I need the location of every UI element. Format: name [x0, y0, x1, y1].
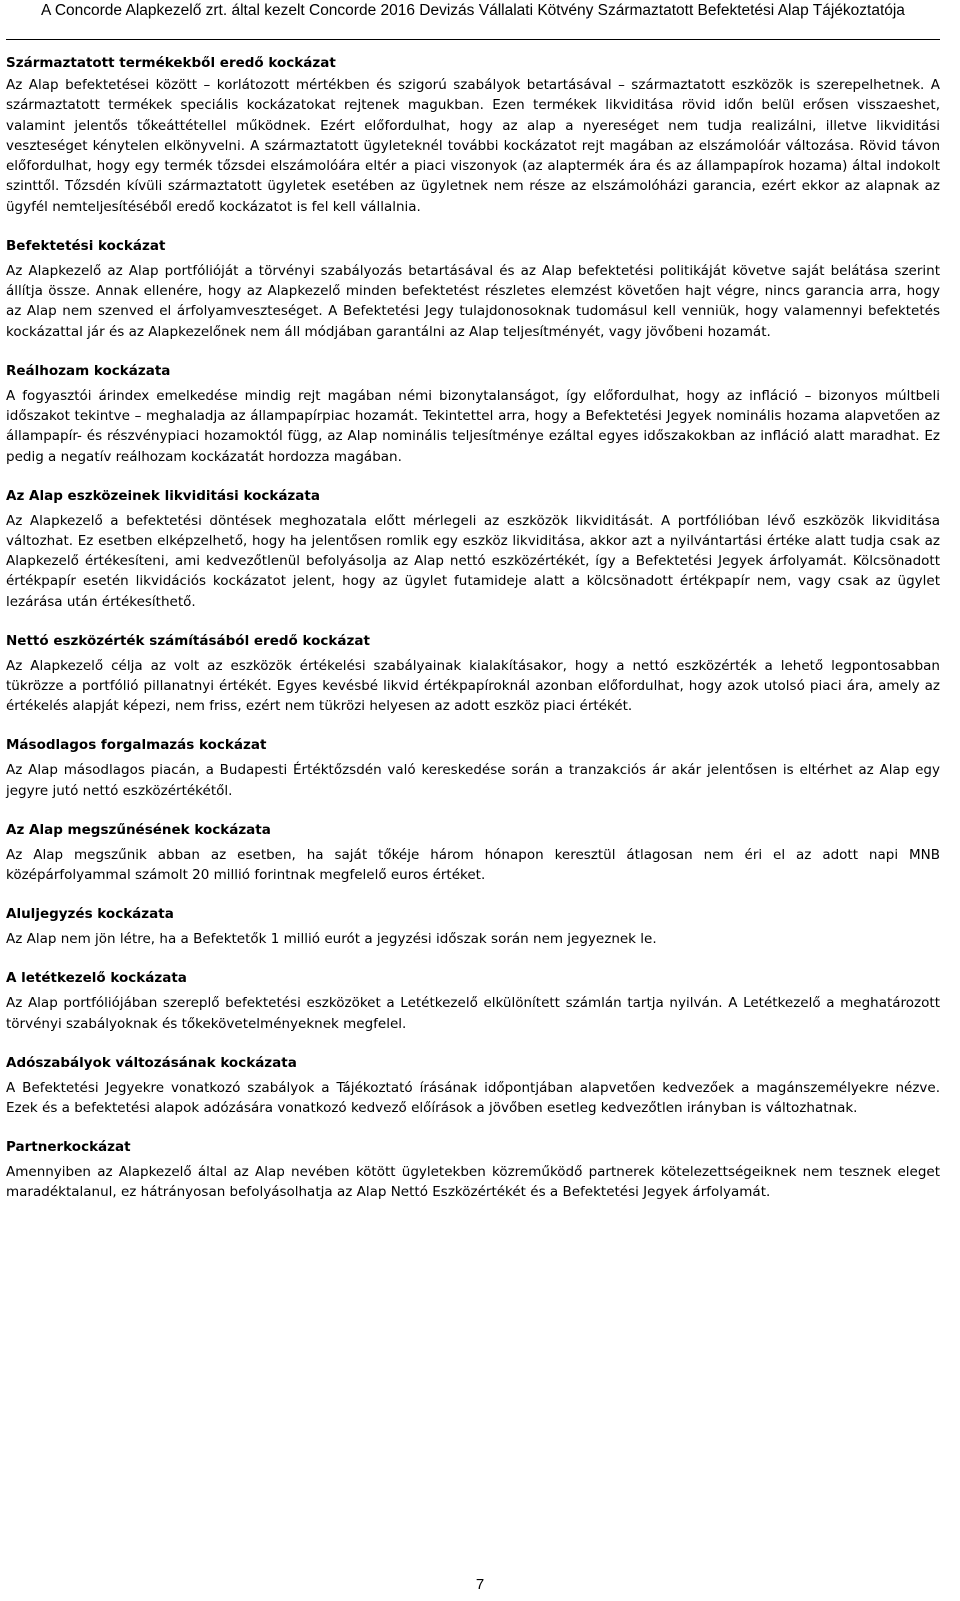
- section-gap: [6, 1118, 940, 1138]
- section-derivatives-risk: [6, 54, 940, 217]
- section-body: Amennyiben az Alapkezelő által az Alap nevében kötött ügyletekben közreműködő partnerek kötelezettségeiknek nem tesznek eleget maradéktalanul, ez hátrányosan befolyásolhatja az Alap Nettó Eszközértékét és a Befektetési Jegyek árfolyamát.: [6, 1164, 940, 1201]
- section-gap: [6, 612, 940, 632]
- section-body: Az Alapkezelő célja az volt az eszközök értékelési szabályainak kialakításakor, hogy a nettó eszközérték a lehető legpontosabban tükrözze a portfólió pillanatnyi értékét. Egyes kevésbé likvid értékpapíroknál azonban előfordulhat, hogy azok utolsó piaci ára, amely az értékelés alapját képezi, nem friss, ezért nem tükrözi helyesen az adott eszköz piaci értékét.: [6, 657, 940, 715]
- section-nav-calculation-risk: [6, 632, 940, 717]
- section-tax-rule-risk: [6, 1054, 940, 1118]
- section-title: Az Alap eszközeinek likviditási kockázata: [6, 487, 320, 504]
- section-body: Az Alap portfóliójában szereplő befektetési eszközöket a Letétkezelő elkülönített számlán tartja nyilván. A Letétkezelő a meghatározott törvényi szabályoknak és tőkekövetelményeknek megfelel.: [6, 995, 940, 1032]
- section-gap: [6, 801, 940, 821]
- header-divider: [6, 39, 940, 40]
- section-body: Az Alap másodlagos piacán, a Budapesti Értéktőzsdén való kereskedése során a tranzakciós ár akár jelentősen is eltérhet az Alap egy jegyre jutó nettó eszközértékétől.: [6, 762, 940, 799]
- section-investment-risk: [6, 237, 940, 342]
- section-title: Befektetési kockázat: [6, 238, 166, 255]
- section-title: Másodlagos forgalmazás kockázat: [6, 737, 267, 754]
- section-title: Nettó eszközérték számításából eredő kockázat: [6, 632, 370, 649]
- section-body: A fogyasztói árindex emelkedése mindig rejt magában némi bizonytalanságot, így előfordulhat, hogy az infláció – bizonyos múltbeli időszakot tekintve – meghaladja az állampapírpiac hozamát. Tekintettel arra, hogy a Befektetési Jegyek nominális hozama alapvetően az állampapír- és részvénypiaci hozamoktól függ, az Alap nominális teljesítménye ezáltal egyes időszakokban az infláció alatt maradhat. Ez pedig a negatív reálhozam kockázatát hordozza magában.: [6, 387, 940, 465]
- section-title: Partnerkockázat: [6, 1139, 131, 1156]
- section-title: Származtatott termékekből eredő kockázat: [6, 55, 336, 71]
- section-title: Adószabályok változásának kockázata: [6, 1054, 297, 1071]
- section-title: Az Alap megszűnésének kockázata: [6, 821, 271, 838]
- section-title: Reálhozam kockázata: [6, 362, 171, 379]
- section-body: Az Alap befektetései között – korlátozott mértékben és szigorú szabályok betartásával – származtatott eszközök is szerepelhetnek. A származtatott termékek speciális kockázatokat rejtenek magukban. Ezen termékek likviditása rövid időn belül erősen visszaeshet, valamint jelentős tőkeáttétellel működnek. Ezért előfordulhat, hogy az alap a nyereséget nem tudja realizálni, illetve likviditási veszteséget kénytelen elkönyvelni. A származtatott ügyleteknél további kockázatot rejt magában az elszámolóár változása. Rövid távon előfordulhat, hogy egy termék tőzsdei elszámolóára eltér a piaci viszonyok (az alaptermék ára és az állampapírok hozama) által indokolt szinttől. Tőzsdén kívüli származtatott ügyletek esetében az ügyletnek nem része az elszámolóházi garancia, ezért ekkor az alapnak az ügyfél nemteljesítéséből eredő kockázatot is fel kell vállalnia.: [6, 77, 940, 215]
- section-body: A Befektetési Jegyekre vonatkozó szabályok a Tájékoztató írásának időpontjában alapvetően kedvezőek a magánszemélyekre nézve. Ezek és a befektetési alapok adózására vonatkozó kedvező előírások a jövőben esetleg kedvezőtlen irányban is változhatnak.: [6, 1079, 940, 1116]
- section-body: Az Alap megszűnik abban az esetben, ha saját tőkéje három hónapon keresztül átlagosan nem éri el az adott napi MNB középárfolyammal számolt 20 millió forintnak megfelelő euros értéket.: [6, 846, 940, 883]
- running-header: A Concorde Alapkezelő zrt. által kezelt Concorde 2016 Devizás Vállalati Kötvény Származtatott Befektetési Alap Tájékoztatója: [41, 2, 905, 19]
- section-body: Az Alapkezelő az Alap portfólióját a törvényi szabályozás betartásával és az Alap befektetési politikáját követve saját belátása szerint állítja össze. Annak ellenére, hogy az Alapkezelő minden befektetést részletes elemzést követően hajt végre, nincs garancia arra, hogy az Alap nem szenved el árfolyamveszteséget. A Befektetési Jegy tulajdonosoknak tudomásul kell venniük, hogy valamennyi befektetés kockázattal jár és az Alapkezelőnek nem áll módjában garantálni az Alap teljesítményét, vagy jövőbeni hozamát.: [6, 263, 940, 340]
- section-gap: [6, 949, 940, 969]
- page-number: 7: [475, 1576, 485, 1593]
- section-gap: [6, 217, 940, 237]
- section-gap: [6, 467, 940, 487]
- section-undersubscription-risk: [6, 905, 940, 949]
- section-counterparty-risk: [6, 1138, 940, 1202]
- section-title: Aluljegyzés kockázata: [6, 906, 174, 923]
- section-body: Az Alap nem jön létre, ha a Befektetők 1 millió eurót a jegyzési időszak során nem jegyeznek le.: [6, 931, 657, 948]
- section-custodian-risk: [6, 969, 940, 1033]
- section-body: Az Alapkezelő a befektetési döntések meghozatala előtt mérlegeli az eszközök likviditását. A portfólióban lévő eszközök likviditása változhat. Ez esetben elképzelhető, hogy ha jelentősen romlik egy eszköz likviditása, akkor azt a nyilvántartási értéke alatt tudja csak az Alapkezelő értékesíteni, ami kedvezőtlenül befolyásolja az Alap nettó eszközértékét, így a Befektetési Jegyek árfolyamát. Kölcsönadott értékpapír esetén likvidációs kockázatot jelent, hogy az ügylet futamideje alatt a kölcsönadott értékpapír nem, vagy csak az ügylet lezárása után értékesíthető.: [6, 512, 940, 610]
- section-real-return-risk: [6, 362, 940, 467]
- section-termination-risk: [6, 821, 940, 885]
- section-gap: [6, 885, 940, 905]
- section-gap: [6, 342, 940, 362]
- section-gap: [6, 716, 940, 736]
- section-gap: [6, 1034, 940, 1054]
- section-title: A letétkezelő kockázata: [6, 970, 187, 987]
- section-liquidity-risk: [6, 487, 940, 612]
- section-secondary-market-risk: [6, 736, 940, 800]
